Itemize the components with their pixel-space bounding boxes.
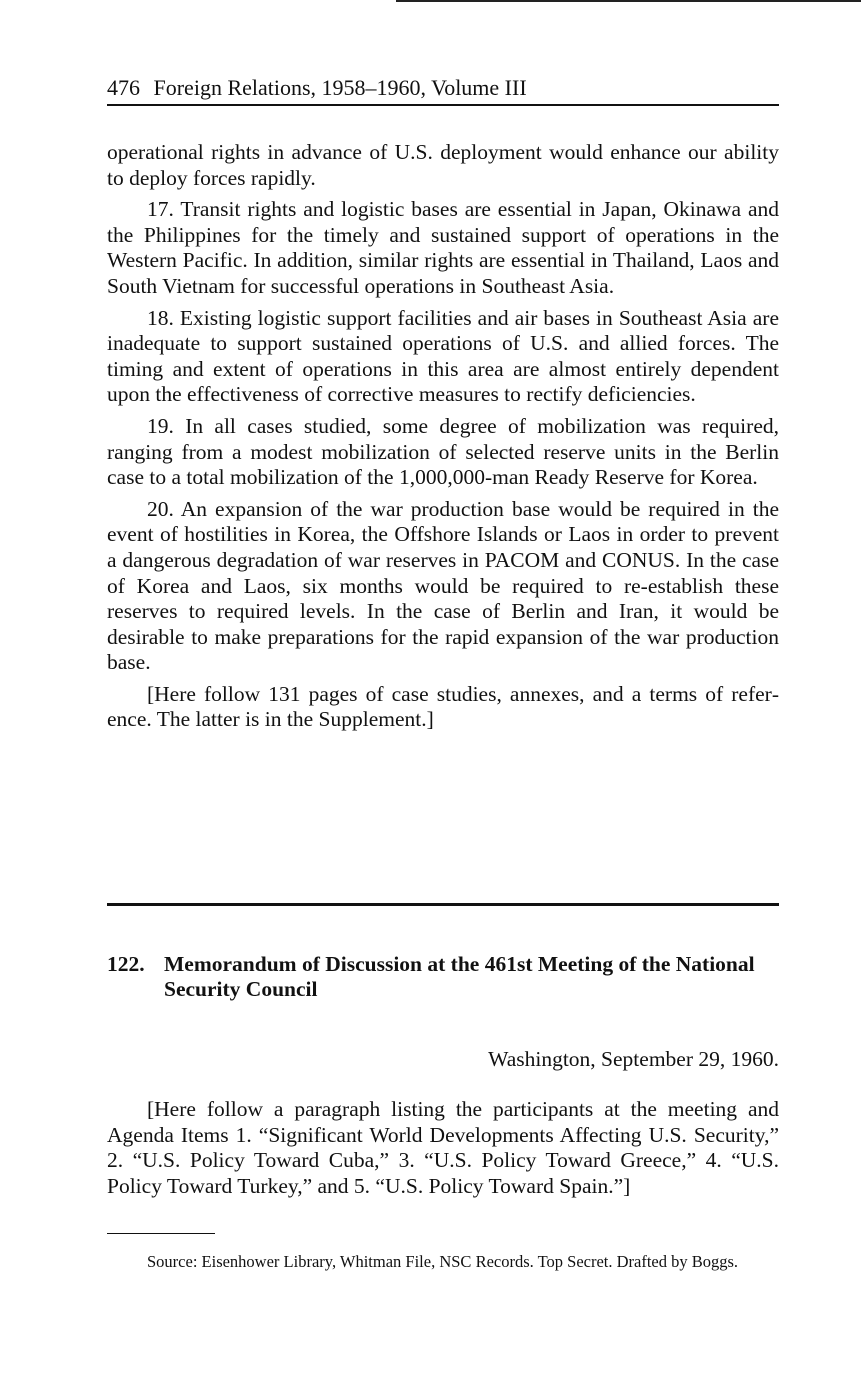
document-heading bbox=[107, 952, 779, 1002]
footnote-rule bbox=[107, 1233, 215, 1234]
paragraph-20: 20. An expansion of the war production base would be required in the event of hostilities in Korea, the Offshore Islands or Laos in order to prevent a dangerous degradation of war reserves in PACOM and CONUS. In the case of Korea and Laos, six months would be required to re-establish these reserves to required levels. In the case of Berlin and Iran, it would be desirable to make preparations for the rapid expansion of the war production base. bbox=[107, 496, 779, 675]
paragraph-17: 17. Transit rights and logistic bases are essential in Japan, Okinawa and the Philippines for the timely and sustained support of operations in the Western Pacific. In addition, similar rights are essential in Thailand, Laos and South Vietnam for successful operations in Southeast Asia. bbox=[107, 197, 779, 298]
scan-edge-line bbox=[396, 0, 861, 2]
header-rule bbox=[107, 104, 779, 106]
running-head bbox=[107, 74, 779, 102]
body-text bbox=[107, 140, 779, 739]
paragraph-18: 18. Existing logistic support facilities and air bases in Southeast Asia are inadequate to support sustained operations of U.S. and allied forces. The timing and extent of operations in this area are almost entirely dependent upon the effectiveness of corrective measures to rectify deficiencies. bbox=[107, 305, 779, 407]
document-title: Memorandum of Discussion at the 461st Meeting of the National Security Council bbox=[164, 952, 755, 1001]
volume-title: Foreign Relations, 1958–1960, Volume III bbox=[153, 75, 527, 100]
paragraph-19: 19. In all cases studied, some degree of mobilization was required, ranging from a modest mobilization of selected reserve units in the Berlin case to a total mobilization of the 1,000,000-man Ready Reserve for Korea. bbox=[107, 413, 779, 490]
dateline: Washington, September 29, 1960. bbox=[488, 1047, 779, 1071]
source-footnote: Source: Eisenhower Library, Whitman File, NSC Records. Top Secret. Drafted by Boggs. bbox=[147, 1252, 739, 1271]
section-divider bbox=[107, 903, 779, 906]
document-number: 122. bbox=[107, 952, 145, 976]
editorial-note-agenda: [Here follow a paragraph listing the participants at the meeting and Agenda Items 1. “Significant World Developments Affecting U.S. Security,” 2. “U.S. Policy Toward Cuba,” 3. “U.S. Policy Toward Greece,” 4. “U.S. Policy Toward Turkey,” and 5. “U.S. Policy Toward Spain.”] bbox=[107, 1097, 779, 1198]
page-number: 476 bbox=[107, 75, 140, 100]
paragraph-continuation: operational rights in advance of U.S. deployment would enhance our ability to deploy forces rapidly. bbox=[107, 140, 779, 190]
editorial-note-case-studies: [Here follow 131 pages of case studies, annexes, and a terms of reference. The latter is in the Supplement.] bbox=[107, 681, 779, 732]
